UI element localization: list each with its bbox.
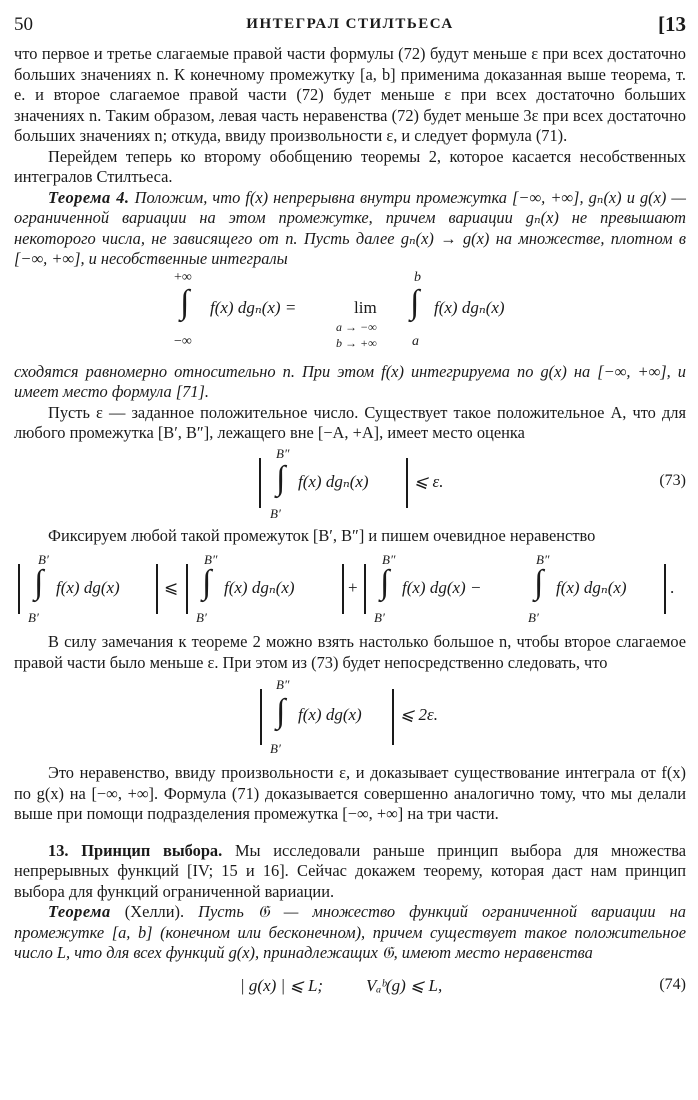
paragraph-6: Это неравенство, ввиду произвольности ε, и доказывает существование интеграла от f(x) по g(x) на [−∞, +∞]. Формула (71) доказывается совершенно аналогично тому, что мы делали выше при помощи подразделения промежутка [−∞, +∞] на три части. [14,763,686,823]
f2e-lower: B′ [270,741,281,756]
paragraph-5: В силу замечания к теореме 2 можно взять настолько большое n, чтобы второе слагаемое правой части было меньше ε. При этом из (73) будет непосредственно следовать, что [14,632,686,672]
f2e-upper: B″ [276,677,290,692]
big-t3-integral: ∫ [380,564,390,601]
big-t4-lower: B′ [528,610,539,625]
book-page [14,10,686,1004]
f1-lim: lim [354,297,377,317]
f73-lower: B′ [270,505,281,521]
f1-rhs: f(x) dgₙ(x) [434,297,505,317]
equation-number-74: (74) [659,975,686,993]
equation-number-73: (73) [659,471,686,489]
big-t3-lower: B′ [374,610,385,625]
paragraph-4: Фиксируем любой такой промежуток [B′, B″] и пишем очевидное неравенство [48,525,596,545]
big-t2-integral: ∫ [202,564,212,601]
f73-body: f(x) dgₙ(x) [298,471,369,491]
big-abs1-right [156,564,158,614]
big-t1-upper: B′ [38,552,49,567]
helly-label: Теорема [48,902,111,921]
f1-int-upper: b [414,269,421,285]
f1-lim-a: a → −∞ [336,319,377,334]
formula-73 [14,444,686,526]
big-abs2-right [342,564,344,614]
big-abs3-right [664,564,666,614]
f1-lim-b: b → +∞ [336,335,377,350]
f74-part-a: | g(x) | ⩽ L; [240,975,324,995]
helly-author: (Хелли). [124,902,185,921]
f1-integral-sign: ∫ [180,283,190,321]
f73-integral-sign: ∫ [276,459,286,497]
f73-rhs: ⩽ ε. [414,471,444,491]
theorem-4-text: Положим, что f(x) непрерывна внутри промежутка [−∞, +∞], gₙ(x) и g(x) — ограниченной вариации на этом промежутке, причем вариации gₙ(x) не превышают некоторого числа, не зависящего от n. Пусть далее gₙ(x) → g(x) на множестве, плотном в [−∞, +∞], и несобственные интегралы [14,187,686,268]
f1-upper-limit: +∞ [174,269,192,285]
big-end: . [670,578,675,597]
formula-obvious-inequality [14,546,686,632]
big-t4-body: f(x) dgₙ(x) [556,578,627,597]
f2e-integral-sign: ∫ [276,693,286,730]
big-abs1-left [18,564,20,614]
big-t1-body: f(x) dg(x) [56,578,120,597]
f73-upper: B″ [276,445,290,461]
f74-part-b: Vₐᵇ(g) ⩽ L, [366,975,443,995]
f1-integral-sign-2: ∫ [410,283,420,321]
section-13 [14,841,686,903]
formula-2eps [14,673,686,763]
big-t2-lower: B′ [196,610,207,625]
f73-abs-left [259,458,261,508]
formula-improper-integral [14,270,686,362]
helly-text: Пусть 𝔊 — множество функций ограниченной вариации на промежутке [a, b] (конечном или бесконечном), причем существует такое положительное число L, что для всех функций g(x), принадлежащих 𝔊, имеют место неравенства [14,902,686,962]
f1-lower-limit: −∞ [174,333,192,349]
f73-abs-right [406,458,408,508]
section-13-text: Мы исследовали раньше принцип выбора для множества непрерывных функций [IV; 15 и 16]. Сейчас докажем теорему, которая даст нам принцип выбора для функций ограниченной вариации. [14,840,686,901]
big-t3-upper: B″ [382,552,396,567]
big-abs2-left [186,564,188,614]
big-le: ⩽ [164,578,179,597]
theorem-4-statement [14,188,686,270]
f2e-rhs: ⩽ 2ε. [400,705,438,724]
big-abs3-left [364,564,366,614]
section-marker: [13 [658,12,686,36]
f1-integrand: f(x) dgₙ(x) = [210,297,297,317]
section-13-heading: 13. Принцип выбора. [48,840,223,860]
f2e-body: f(x) dg(x) [298,705,362,724]
formula-74 [14,964,686,1004]
big-t2-body: f(x) dgₙ(x) [224,578,295,597]
theorem-4-conclusion: сходятся равномерно относительно n. При этом f(x) интегрируема по g(x) на [−∞, +∞], и имеет место формула [71]. [14,361,686,401]
big-t4-integral: ∫ [534,564,544,601]
helly-theorem [14,902,686,964]
big-t3-body: f(x) dg(x) − [402,578,482,597]
big-t4-upper: B″ [536,552,550,567]
big-plus: + [348,578,358,597]
f2e-abs-right [392,689,394,745]
big-t1-integral: ∫ [34,564,44,601]
theorem-4-label: Теорема 4. [48,187,130,207]
running-title: ИНТЕГРАЛ СТИЛТЬЕСА [246,16,454,32]
big-t1-lower: B′ [28,610,39,625]
paragraph-1: что первое и третье слагаемые правой части формулы (72) будут меньше ε при всех достаточно больших значениях n. К конечному промежутку [a, b] применима доказанная выше теорема, т. е. и второе слагаемое правой части (72) будет меньше ε при всех достаточно больших значениях n. Таким образом, левая часть неравенства (72) будет меньше 3ε при всех достаточно больших значениях n; откуда, ввиду произвольности ε, и следует формула (71). [14,44,686,145]
paragraph-3: Пусть ε — заданное положительное число. Существует такое положительное A, что для любого промежутка [B′, B″], лежащего вне [−A, +A], имеет место оценка [14,402,686,442]
page-number: 50 [14,14,33,35]
page-header [14,10,686,44]
paragraph-2: Перейдем теперь ко второму обобщению теоремы 2, которое касается несобственных интегралов Стилтьеса. [14,146,686,186]
big-t2-upper: B″ [204,552,218,567]
f1-int-lower: a [412,333,419,349]
f2e-abs-left [260,689,262,745]
